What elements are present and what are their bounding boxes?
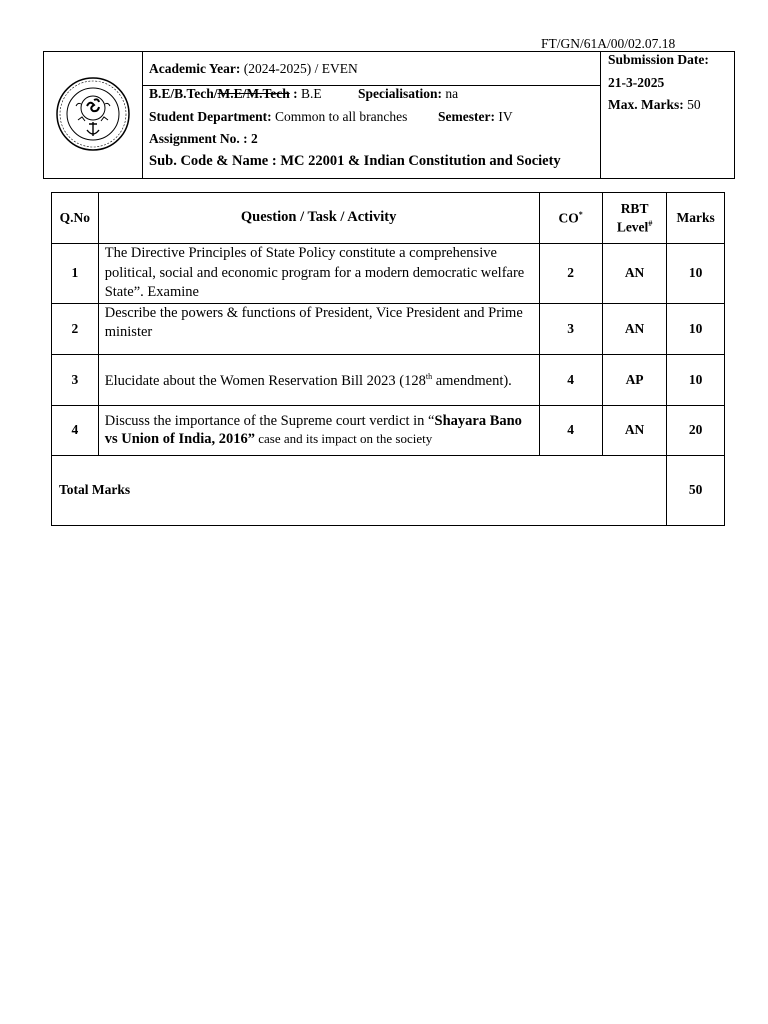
assignment-number-line xyxy=(149,131,258,147)
row-qno: 3 xyxy=(52,354,99,405)
row-marks: 20 xyxy=(667,405,725,455)
academic-year-label: Academic Year: xyxy=(149,61,241,76)
specialisation-line xyxy=(358,86,458,102)
submission-cell xyxy=(601,52,734,178)
row-question: The Directive Principles of State Policy constitute a comprehensive political, social and economic program for a modern democratic welfare State”. Examine xyxy=(98,244,539,304)
form-code: FT/GN/61A/00/02.07.18 xyxy=(541,36,676,51)
degree-value: B.E xyxy=(301,86,322,101)
degree-label-struck: M.E/M.Tech xyxy=(217,86,290,101)
total-label: Total Marks xyxy=(52,455,667,525)
row-rbt: AN xyxy=(602,244,666,304)
row-rbt: AP xyxy=(602,354,666,405)
degree-label-separator: : xyxy=(289,86,302,101)
question-table xyxy=(51,192,725,526)
subject-value: MC 22001 & Indian Constitution and Society xyxy=(280,153,561,169)
row-question: Discuss the importance of the Supreme court verdict in “Shayara Bano vs Union of India, 2016” case and its impact on the society xyxy=(98,405,539,455)
department-value: Common to all branches xyxy=(271,109,408,124)
row-rbt: AN xyxy=(602,405,666,455)
header-qno: Q.No xyxy=(52,193,99,244)
total-row xyxy=(52,455,725,525)
semester-value: IV xyxy=(494,109,513,124)
college-seal-icon xyxy=(54,76,132,152)
row-co: 3 xyxy=(539,303,602,354)
college-logo-cell xyxy=(44,52,143,178)
row-qno: 4 xyxy=(52,405,99,455)
row-qno: 1 xyxy=(52,244,99,304)
submission-date-value: 21-3-2025 xyxy=(608,75,665,90)
row-marks: 10 xyxy=(667,244,725,304)
header-co: CO* xyxy=(539,193,602,244)
row-rbt: AN xyxy=(602,303,666,354)
assignment-number: Assignment No. : 2 xyxy=(149,131,258,146)
row-question: Elucidate about the Women Reservation Bill 2023 (128th amendment). xyxy=(98,354,539,405)
row-marks: 10 xyxy=(667,354,725,405)
header-question: Question / Task / Activity xyxy=(98,193,539,244)
academic-year-line xyxy=(149,61,358,77)
table-row xyxy=(52,244,725,304)
table-row xyxy=(52,303,725,354)
max-marks-line xyxy=(608,97,701,113)
degree-label: B.E/B.Tech/ xyxy=(149,86,218,101)
table-row xyxy=(52,354,725,405)
department-label: Student Department: xyxy=(149,109,272,124)
max-marks-label: Max. Marks: xyxy=(608,97,684,112)
subject-line xyxy=(149,153,561,170)
department-line xyxy=(149,109,407,125)
semester-line xyxy=(438,109,513,125)
row-co: 2 xyxy=(539,244,602,304)
total-value: 50 xyxy=(667,455,725,525)
row-co: 4 xyxy=(539,354,602,405)
row-qno: 2 xyxy=(52,303,99,354)
header-rbt-level: RBT Level# xyxy=(602,193,666,244)
max-marks-value: 50 xyxy=(683,97,701,112)
row-marks: 10 xyxy=(667,303,725,354)
header-details-cell xyxy=(143,52,601,178)
row-co: 4 xyxy=(539,405,602,455)
table-header-row xyxy=(52,193,725,244)
semester-label: Semester: xyxy=(438,109,495,124)
table-row xyxy=(52,405,725,455)
degree-line xyxy=(149,86,322,102)
assignment-header xyxy=(43,51,735,179)
submission-date-label: Submission Date: xyxy=(608,52,709,67)
subject-label: Sub. Code & Name : xyxy=(149,153,281,169)
specialisation-value: na xyxy=(442,86,459,101)
header-marks: Marks xyxy=(667,193,725,244)
academic-year-value: (2024-2025) / EVEN xyxy=(240,61,358,76)
row-question: Describe the powers & functions of President, Vice President and Prime minister xyxy=(98,303,539,354)
specialisation-label: Specialisation: xyxy=(358,86,443,101)
